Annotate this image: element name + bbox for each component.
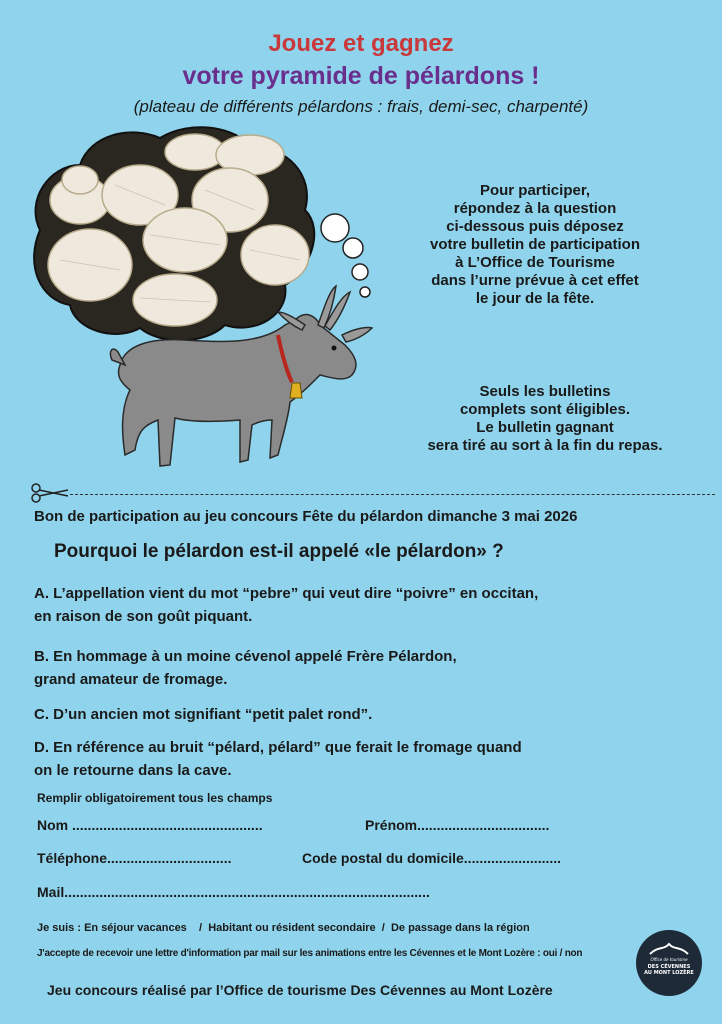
mountain-icon bbox=[636, 930, 702, 996]
tourism-office-logo bbox=[636, 930, 702, 996]
visitor-status-options[interactable]: Je suis : En séjour vacances / Habitant ou résident secondaire / De passage dans la région bbox=[37, 922, 530, 934]
answer-c[interactable] bbox=[34, 703, 674, 726]
answer-d[interactable] bbox=[34, 736, 674, 782]
postal-code-field[interactable]: Code postal du domicile......................... bbox=[302, 850, 562, 866]
instruction-line: le jour de la fête. bbox=[475, 290, 595, 307]
answer-a[interactable] bbox=[34, 582, 674, 628]
instruction-line: à L’Office de Tourisme bbox=[455, 254, 615, 271]
participation-form-title: Bon de participation au jeu concours Fête du pélardon dimanche 3 mai 2026 bbox=[34, 508, 578, 525]
rule-line: sera tiré au sort à la fin du repas. bbox=[427, 437, 663, 454]
answer-line: D. En référence au bruit “pélard, pélard” que ferait le fromage quand bbox=[34, 739, 522, 756]
instruction-line: votre bulletin de participation bbox=[429, 236, 641, 253]
last-name-field[interactable]: Nom ................................................. bbox=[37, 817, 263, 833]
answer-line: B. En hommage à un moine cévenol appelé Frère Pélardon, bbox=[34, 648, 457, 665]
answer-line: en raison de son goût piquant. bbox=[34, 608, 253, 625]
rule-line: complets sont éligibles. bbox=[459, 401, 631, 418]
headline-play-win: Jouez et gagnez bbox=[268, 30, 454, 57]
instruction-line: répondez à la question bbox=[453, 200, 617, 217]
logo-name bbox=[636, 964, 702, 976]
bell-icon bbox=[290, 383, 302, 398]
instruction-line: ci-dessous puis déposez bbox=[446, 218, 624, 235]
rule-line: Seuls les bulletins bbox=[479, 383, 611, 400]
logo-line: AU MONT LOZÈRE bbox=[644, 970, 694, 976]
answer-line: grand amateur de fromage. bbox=[34, 671, 228, 688]
mandatory-fields-note: Remplir obligatoirement tous les champs bbox=[37, 791, 273, 805]
instruction-line: dans l’urne prévue à cet effet bbox=[431, 272, 639, 289]
scissors-icon bbox=[30, 482, 70, 504]
logo-caption: Office de tourisme bbox=[650, 957, 688, 962]
phone-field[interactable]: Téléphone................................ bbox=[37, 850, 232, 866]
rule-line: Le bulletin gagnant bbox=[476, 419, 614, 436]
answer-line: A. L’appellation vient du mot “pebre” qui veut dire “poivre” en occitan, bbox=[34, 585, 539, 602]
answer-line: C. D’un ancien mot signifiant “petit palet rond”. bbox=[34, 706, 373, 723]
first-name-field[interactable]: Prénom.................................. bbox=[365, 817, 550, 833]
contest-question: Pourquoi le pélardon est-il appelé «le pélardon» ? bbox=[54, 541, 504, 562]
goat-dreaming-of-cheese-illustration bbox=[20, 120, 380, 490]
organizer-credit: Jeu concours réalisé par l’Office de tourisme Des Cévennes au Mont Lozère bbox=[47, 982, 553, 998]
eligibility-rules bbox=[390, 383, 700, 455]
logo-line: DES CÉVENNES bbox=[647, 964, 691, 970]
participation-instructions bbox=[380, 182, 690, 308]
answer-line: on le retourne dans la cave. bbox=[34, 762, 232, 779]
cut-line bbox=[70, 494, 715, 495]
headline-prize: votre pyramide de pélardons ! bbox=[182, 62, 540, 90]
answer-b[interactable] bbox=[34, 645, 674, 691]
prize-description: (plateau de différents pélardons : frais, demi-sec, charpenté) bbox=[133, 97, 589, 116]
newsletter-consent[interactable]: J'accepte de recevoir une lettre d'information par mail sur les animations entre les Cévennes et le Mont Lozère : oui / non bbox=[37, 948, 583, 959]
instruction-line: Pour participer, bbox=[479, 182, 591, 199]
email-field[interactable]: Mail.............................................................................................. bbox=[37, 884, 430, 900]
